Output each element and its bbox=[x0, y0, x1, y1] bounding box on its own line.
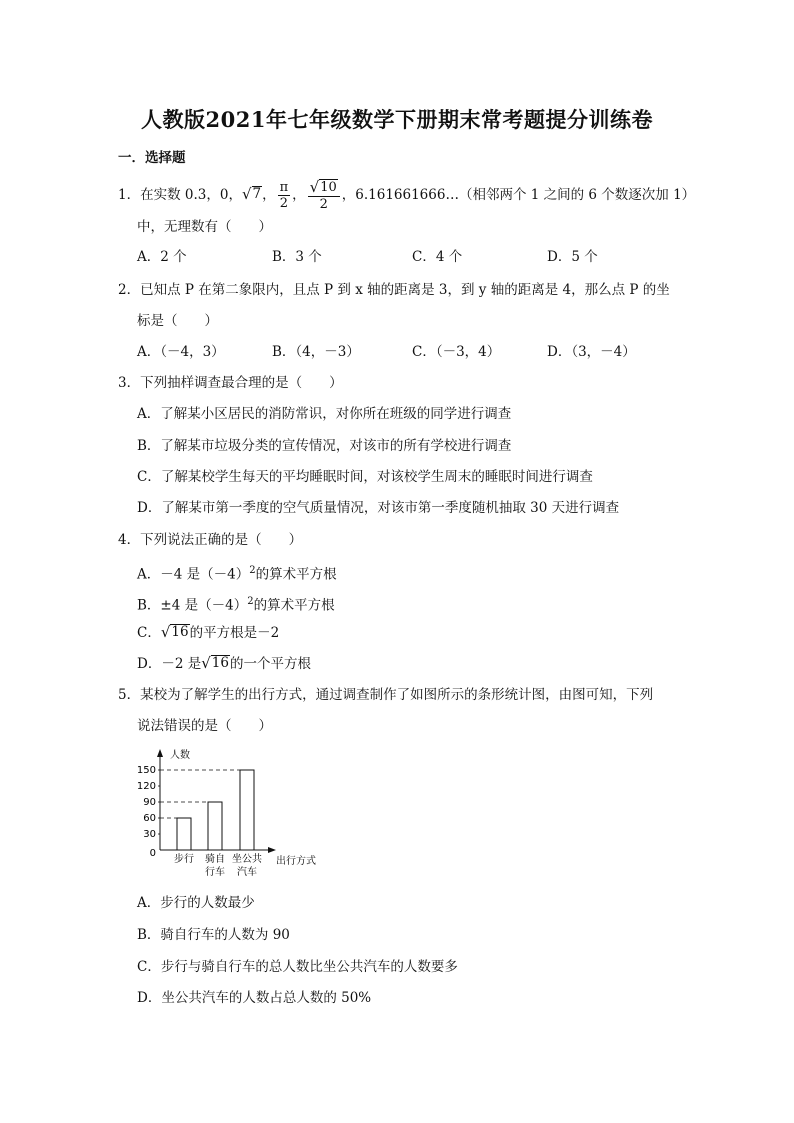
option-c[interactable]: C．步行与骑自行车的总人数比坐公共汽车的人数要多 bbox=[137, 959, 458, 975]
option-a[interactable]: A．步行的人数最少 bbox=[137, 895, 255, 911]
option-b[interactable]: B．±4 是$(-4)^2$的算术平方根 bbox=[137, 596, 335, 614]
fraction-sqrt10-over-2: √ 10 2 bbox=[308, 179, 340, 212]
question-text: 下列抽样调查最合理的是（ ） bbox=[140, 375, 343, 391]
y-tick-label: 60 bbox=[143, 813, 156, 824]
question-4 bbox=[118, 531, 302, 549]
section-heading: 一．选择题 bbox=[118, 150, 186, 166]
y-axis-label: 人数 bbox=[170, 750, 190, 761]
y-tick-label: 30 bbox=[143, 829, 156, 840]
option-c[interactable]: C． √ 16 的平方根是－2 bbox=[137, 623, 280, 641]
question-number: 5． bbox=[118, 687, 141, 703]
bar bbox=[177, 818, 191, 850]
category-label: 行车 bbox=[205, 867, 225, 878]
question-text-suffix: ，6.161661666…（相邻两个 1 之间的 6 个数逐次加 1） bbox=[341, 187, 696, 203]
question-number: 1． bbox=[118, 187, 141, 203]
x-axis-arrow bbox=[268, 847, 276, 853]
option-b[interactable]: B．骑自行车的人数为 90 bbox=[137, 927, 290, 943]
question-2 bbox=[118, 281, 670, 299]
x-axis-label: 出行方式 bbox=[276, 856, 316, 867]
option-c[interactable]: C．（－3，4） bbox=[412, 344, 501, 360]
y-tick-label: 0 bbox=[149, 848, 156, 859]
page-title: 人教版2021年七年级数学下册期末常考题提分训练卷 bbox=[141, 107, 653, 132]
sqrt-7: √ 7 bbox=[241, 185, 262, 203]
category-label: 步行 bbox=[174, 854, 194, 865]
bar bbox=[208, 802, 222, 850]
question-text: 某校为了解学生的出行方式，通过调查制作了如图所示的条形统计图，由图可知，下列 bbox=[140, 687, 654, 703]
option-b[interactable]: B．（4，－3） bbox=[272, 344, 360, 360]
category-label: 骑自 bbox=[205, 854, 225, 865]
question-1-line2: 中，无理数有（ ） bbox=[137, 219, 272, 235]
option-d[interactable]: D．坐公共汽车的人数占总人数的 50% bbox=[137, 990, 372, 1006]
question-number: 3． bbox=[118, 375, 141, 391]
option-d[interactable]: D．（3，－4） bbox=[547, 344, 636, 360]
bar bbox=[240, 770, 254, 850]
fraction-pi-over-2: $\frac{\pi}{2}$ bbox=[279, 180, 289, 211]
option-c[interactable]: C．了解某校学生每天的平均睡眠时间，对该校学生周末的睡眠时间进行调查 bbox=[137, 469, 593, 485]
y-axis-arrow bbox=[157, 749, 163, 757]
question-2-line2: 标是（ ） bbox=[137, 313, 218, 329]
option-d[interactable]: D．5 个 bbox=[547, 249, 598, 265]
y-tick-label: 90 bbox=[143, 797, 156, 808]
question-text: 已知点 P 在第二象限内，且点 P 到 x 轴的距离是 3，到 y 轴的距离是 4，那么点 P 的坐 bbox=[140, 282, 670, 298]
question-number: 2． bbox=[118, 282, 141, 298]
question-1: 1．在实数 0.3，0， √ 7 ， $\frac{\pi}{2}$ ， √ 10 2 ，6.161661666…（相邻两个 1 之间的 6 个数逐次加 1） bbox=[118, 178, 696, 212]
sqrt-16: √ 16 bbox=[160, 623, 189, 641]
option-a[interactable]: A．－4 是$(-4)^2$的算术平方根 bbox=[137, 565, 337, 583]
question-3 bbox=[118, 374, 343, 392]
question-text: 在实数 0.3，0， bbox=[140, 187, 242, 203]
question-5 bbox=[118, 686, 653, 704]
option-b[interactable]: B．了解某市垃圾分类的宣传情况，对该市的所有学校进行调查 bbox=[137, 438, 512, 454]
option-a[interactable]: A．了解某小区居民的消防常识，对你所在班级的同学进行调查 bbox=[137, 406, 512, 422]
option-b[interactable]: B．3 个 bbox=[272, 249, 322, 265]
option-d[interactable]: D．－2 是 √ 16 的一个平方根 bbox=[137, 654, 311, 672]
bar-chart bbox=[130, 745, 330, 880]
question-number: 4． bbox=[118, 532, 141, 548]
option-a[interactable]: A．（－4，3） bbox=[137, 344, 225, 360]
question-5-line2: 说法错误的是（ ） bbox=[137, 718, 272, 734]
question-text: 下列说法正确的是（ ） bbox=[140, 532, 303, 548]
option-d[interactable]: D．了解某市第一季度的空气质量情况，对该市第一季度随机抽取 30 天进行调查 bbox=[137, 500, 620, 516]
option-c[interactable]: C．4 个 bbox=[412, 249, 463, 265]
y-tick-label: 120 bbox=[136, 781, 156, 792]
option-a[interactable]: A．2 个 bbox=[137, 249, 187, 265]
category-label: 坐公共 bbox=[232, 854, 262, 865]
category-label: 汽车 bbox=[237, 867, 257, 878]
sqrt-16: √ 16 bbox=[201, 654, 229, 672]
y-tick-label: 150 bbox=[136, 765, 156, 776]
